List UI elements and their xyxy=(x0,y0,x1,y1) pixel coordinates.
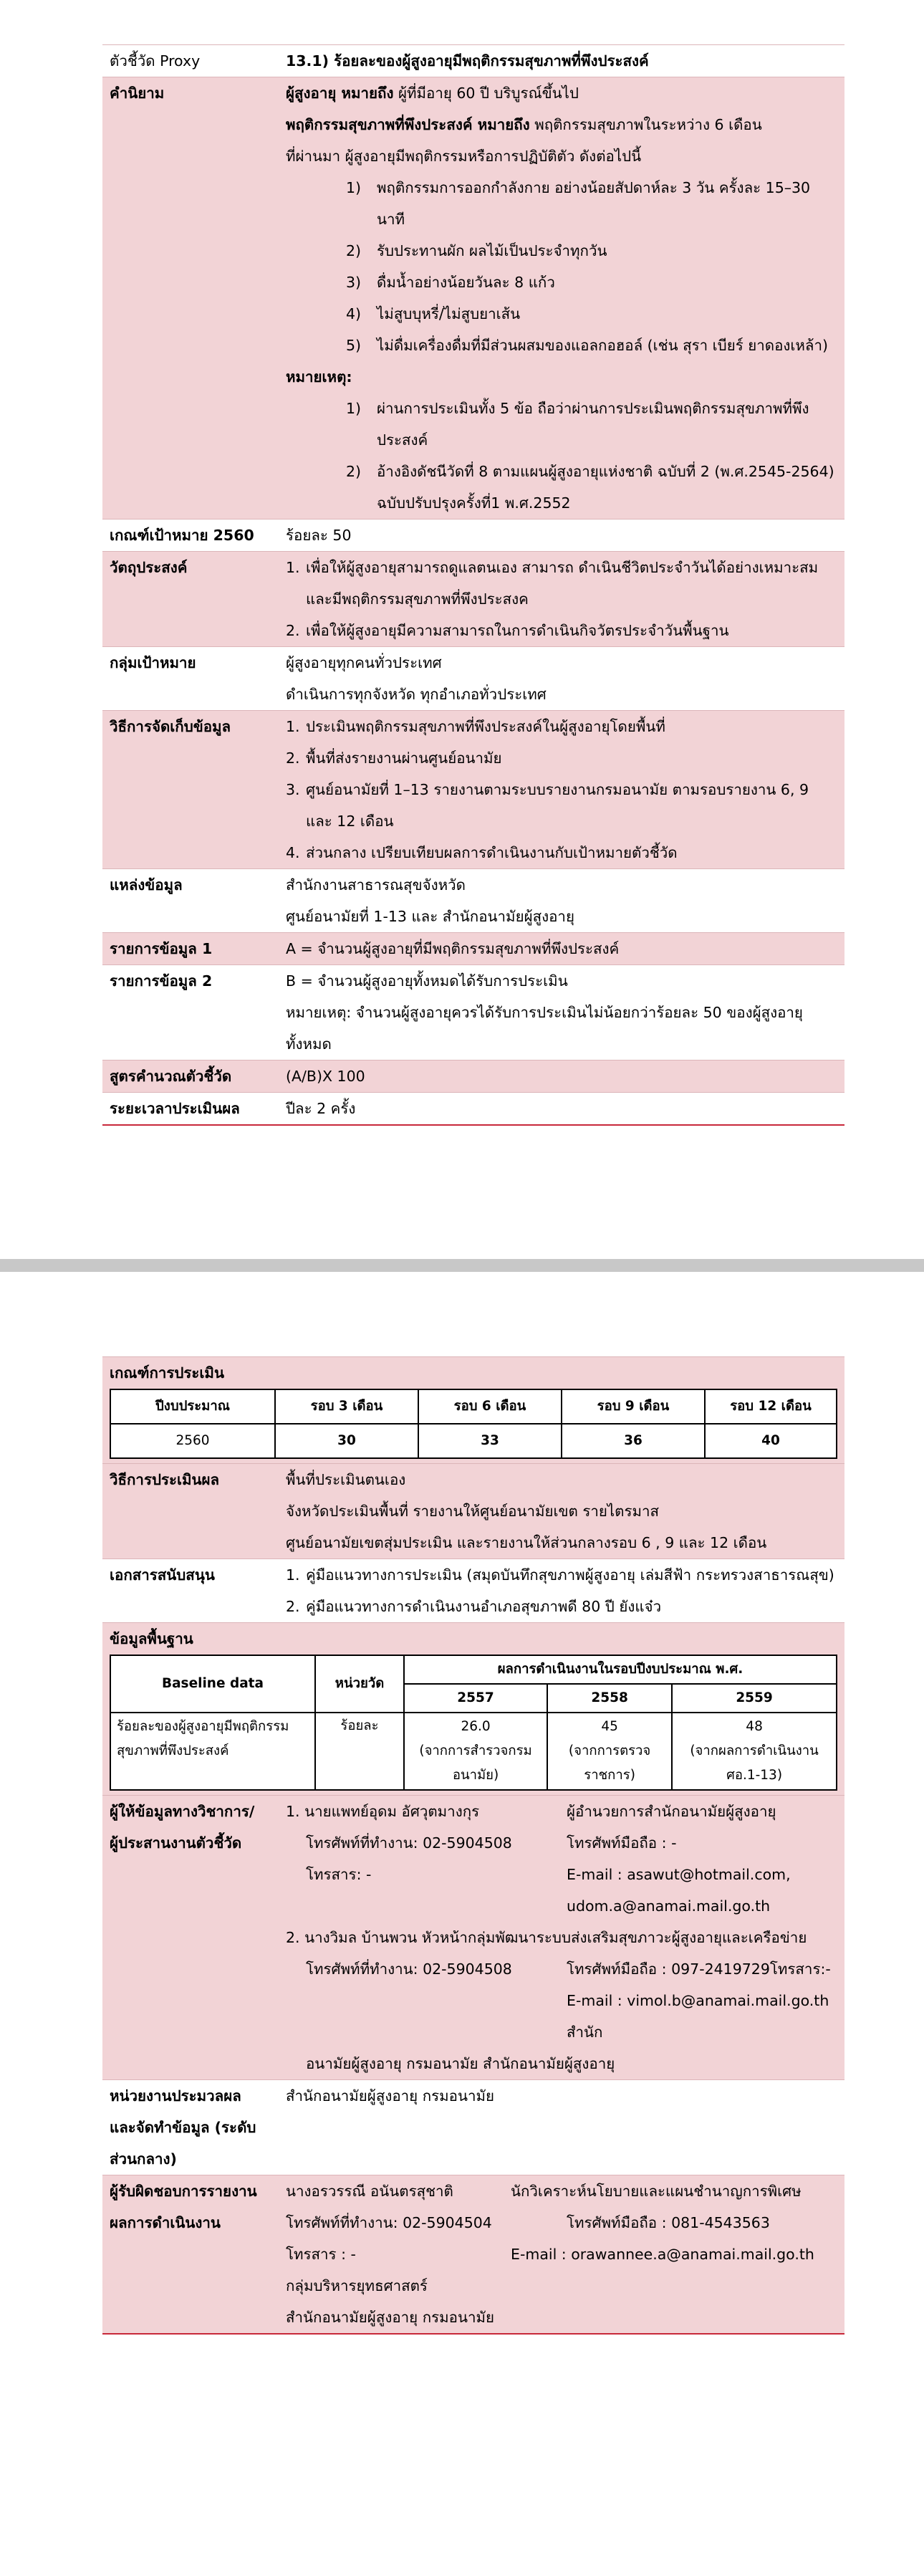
coordinator-label-line: ผู้ประสานงานตัวชี้วัด xyxy=(110,1834,242,1852)
contact-2-mobile: โทรศัพท์มือถือ : 097-2419729โทรสาร:- xyxy=(567,1960,831,1978)
data-source-row xyxy=(102,868,844,932)
baseline-value-source: (จากการตรวจราชการ) xyxy=(568,1743,651,1783)
definition-item-text: รับประทานผัก ผลไม้เป็นประจำทุกวัน xyxy=(377,242,607,259)
baseline-value: 26.0 xyxy=(461,1719,491,1734)
definition-label: คำนิยาม xyxy=(110,85,165,102)
definition-item xyxy=(286,298,839,330)
contact-1-fax: โทรสาร: - xyxy=(306,1866,372,1883)
contact-line xyxy=(286,1796,839,1827)
definition-note xyxy=(286,456,839,519)
collection-method-text: ศูนย์อนามัยที่ 1–13 รายงานตามระบบรายงานกรมอนามัย ตามรอบรายงาน 6, 9 และ 12 เดือน xyxy=(306,781,809,830)
target-value: ร้อยละ 50 xyxy=(286,527,352,544)
reporter-label-line: ผลการดำเนินงาน xyxy=(110,2214,221,2231)
baseline-value-source: (จากผลการดำเนินงาน ศอ.1-13) xyxy=(690,1743,819,1783)
contact-line xyxy=(286,1953,839,1985)
reporter-group: กลุ่มบริหารยุทธศาสตร์ xyxy=(286,2277,428,2294)
period-row xyxy=(102,1092,844,1126)
reporter-label xyxy=(102,2175,286,2333)
objective-item-number: 1. xyxy=(286,559,300,576)
definition-item-number: 1) xyxy=(345,179,361,196)
collection-method-item xyxy=(286,774,839,837)
definition-item-text: ไม่ดื่มเครื่องดื่มที่มีส่วนผสมของแอลกอฮอล์ (เช่น สุรา เบียร์ ยาดองเหล้า) xyxy=(377,337,828,354)
supporting-doc-number: 2. xyxy=(286,1598,300,1615)
criteria-header-cell: รอบ 12 เดือน xyxy=(705,1389,837,1424)
criteria-header-cell: ปีงบประมาณ xyxy=(110,1389,275,1424)
contact-line xyxy=(286,1890,839,1922)
definition-note xyxy=(286,393,839,456)
reporter-name: นางอรวรรณี อนันตรสุชาติ xyxy=(286,2183,453,2200)
collection-method-label: วิธีการจัดเก็บข้อมูล xyxy=(110,718,231,735)
supporting-docs-label: เอกสารสนับสนุน xyxy=(110,1566,215,1584)
formula-row xyxy=(102,1060,844,1092)
reporter-email: E-mail : orawannee.a@anamai.mail.go.th xyxy=(511,2246,814,2263)
baseline-header-row xyxy=(110,1655,837,1684)
data-item-1-row xyxy=(102,932,844,964)
data-item-1-label: รายการข้อมูล 1 xyxy=(110,940,213,957)
target-group-label: กลุ่มเป้าหมาย xyxy=(110,654,196,671)
data-item-2-label: รายการข้อมูล 2 xyxy=(110,972,213,990)
baseline-section xyxy=(102,1622,844,1795)
processing-unit-label xyxy=(102,2080,286,2175)
coordinator-label xyxy=(102,1796,286,2079)
definition-term-elderly: ผู้สูงอายุ หมายถึง xyxy=(286,85,394,102)
data-source-content xyxy=(286,869,844,932)
collection-method-row xyxy=(102,710,844,868)
objective-item-number: 2. xyxy=(286,622,300,639)
reporter-line xyxy=(286,2207,839,2239)
criteria-header-cell: รอบ 3 เดือน xyxy=(275,1389,418,1424)
formula-value: (A/B)X 100 xyxy=(286,1068,365,1085)
contact-1-email-alt: udom.a@anamai.mail.go.th xyxy=(567,1897,771,1915)
contact-2-phone: โทรศัพท์ที่ทำงาน: 02-5904508 xyxy=(306,1960,512,1978)
collection-method-text: ประเมินพฤติกรรมสุขภาพที่พึงประสงค์ในผู้สูงอายุโดยพื้นที่ xyxy=(306,718,665,735)
objective-item xyxy=(286,552,839,615)
supporting-docs-content xyxy=(286,1559,844,1622)
criteria-value-cell: 30 xyxy=(275,1424,418,1458)
supporting-docs-row xyxy=(102,1558,844,1622)
collection-method-number: 4. xyxy=(286,844,300,861)
contact-2-email: E-mail : vimol.b@anamai.mail.go.th สำนัก xyxy=(567,1992,829,2041)
baseline-value-cell xyxy=(672,1713,837,1790)
definition-term-behavior: พฤติกรรมสุขภาพที่พึงประสงค์ หมายถึง xyxy=(286,116,530,133)
indicator-table-page-2 xyxy=(102,1356,844,2335)
period-value: ปีละ 2 ครั้ง xyxy=(286,1100,356,1117)
reporter-row xyxy=(102,2175,844,2335)
data-source-line: สำนักงานสาธารณสุขจังหวัด xyxy=(286,876,466,894)
criteria-table xyxy=(110,1389,837,1459)
objective-content xyxy=(286,552,844,646)
criteria-value-cell: 2560 xyxy=(110,1424,275,1458)
formula-label: สูตรคำนวณตัวชี้วัด xyxy=(110,1068,232,1085)
criteria-value-cell: 40 xyxy=(705,1424,837,1458)
collection-method-number: 3. xyxy=(286,781,300,798)
baseline-year-cell: 2558 xyxy=(547,1684,672,1713)
evaluation-method-label: วิธีการประเมินผล xyxy=(110,1471,220,1488)
reporter-phone: โทรศัพท์ที่ทำงาน: 02-5904504 xyxy=(286,2214,492,2231)
processing-unit-label-line: หน่วยงานประมวลผล xyxy=(110,2087,241,2105)
reporter-organization: สำนักอนามัยผู้สูงอายุ กรมอนามัย xyxy=(286,2309,494,2326)
contact-1-position: ผู้อำนวยการสำนักอนามัยผู้สูงอายุ xyxy=(567,1803,776,1820)
definition-note-number: 2) xyxy=(345,463,361,480)
definition-content xyxy=(286,77,844,519)
data-source-line: ศูนย์อนามัยที่ 1-13 และ สำนักอนามัยผู้สูงอายุ xyxy=(286,908,574,925)
reporter-position: นักวิเคราะห์นโยบายและแผนชำนาญการพิเศษ xyxy=(511,2183,802,2200)
definition-note-text: อ้างอิงดัชนีวัดที่ 8 ตามแผนผู้สูงอายุแห่งชาติ ฉบับที่ 2 (พ.ศ.2545-2564) ฉบับปรับปรุงครั้งที่1 พ.ศ.2552 xyxy=(377,463,834,512)
definition-item-number: 5) xyxy=(345,337,361,354)
baseline-year-cell: 2559 xyxy=(672,1684,837,1713)
indicator-header-row xyxy=(102,44,844,77)
collection-method-text: พื้นที่ส่งรายงานผ่านศูนย์อนามัย xyxy=(306,750,502,767)
definition-item xyxy=(286,330,839,361)
reporter-mobile: โทรศัพท์มือถือ : 081-4543563 xyxy=(567,2214,770,2231)
collection-method-text: ส่วนกลาง เปรียบเทียบผลการดำเนินงานกับเป้าหมายตัวชี้วัด xyxy=(306,844,678,861)
evaluation-method-line: จังหวัดประเมินพื้นที่ รายงานให้ศูนย์อนามัยเขต รายไตรมาส xyxy=(286,1503,660,1520)
evaluation-method-line: พื้นที่ประเมินตนเอง xyxy=(286,1471,406,1488)
data-item-2-note: หมายเหตุ: จำนวนผู้สูงอายุควรได้รับการประเมินไม่น้อยกว่าร้อยละ 50 ของผู้สูงอายุทั้งหมด xyxy=(286,1004,803,1053)
definition-item-number: 2) xyxy=(345,242,361,259)
data-item-2-row xyxy=(102,964,844,1060)
page-gap xyxy=(0,1259,924,1272)
evaluation-method-row xyxy=(102,1463,844,1558)
contact-line xyxy=(286,1859,839,1890)
coordinator-label-line: ผู้ให้ข้อมูลทางวิชาการ/ xyxy=(110,1803,255,1820)
reporter-content xyxy=(286,2175,844,2333)
collection-method-item xyxy=(286,837,839,868)
criteria-value-row xyxy=(110,1424,837,1458)
supporting-doc-text: คู่มือแนวทางการดำเนินงานอำเภอสุขภาพดี 80 ปี ยังแจ๋ว xyxy=(306,1598,662,1615)
criteria-label: เกณฑ์การประเมิน xyxy=(110,1364,224,1382)
criteria-header-cell: รอบ 9 เดือน xyxy=(562,1389,705,1424)
processing-unit-row xyxy=(102,2079,844,2175)
definition-item xyxy=(286,267,839,298)
contact-line xyxy=(286,1827,839,1859)
definition-line-behavior xyxy=(286,109,839,140)
supporting-doc-number: 1. xyxy=(286,1566,300,1584)
definition-note-label: หมายเหตุ: xyxy=(286,368,352,386)
baseline-header-data: Baseline data xyxy=(110,1655,315,1713)
definition-item xyxy=(286,172,839,235)
evaluation-method-content xyxy=(286,1464,844,1558)
supporting-doc-text: คู่มือแนวทางการประเมิน (สมุดบันทึกสุขภาพผู้สูงอายุ เล่มสีฟ้า กระทรวงสาธารณสุข) xyxy=(306,1566,834,1584)
data-item-2-content xyxy=(286,965,844,1060)
target-row xyxy=(102,519,844,551)
processing-unit-value: สำนักอนามัยผู้สูงอายุ กรมอนามัย xyxy=(286,2087,494,2105)
baseline-value: 48 xyxy=(746,1719,763,1734)
processing-unit-label-line: ส่วนกลาง) xyxy=(110,2150,177,2168)
baseline-header-result: ผลการดำเนินงานในรอบปีงบประมาณ พ.ศ. xyxy=(404,1655,837,1684)
baseline-row-label: ร้อยละของผู้สูงอายุมีพฤติกรรมสุขภาพที่พึงประสงค์ xyxy=(110,1713,315,1790)
evaluation-method-line: ศูนย์อนามัยเขตสุ่มประเมิน และรายงานให้ส่วนกลางรอบ 6 , 9 และ 12 เดือน xyxy=(286,1534,767,1551)
objective-item xyxy=(286,615,839,646)
definition-row xyxy=(102,77,844,519)
target-label: เกณฑ์เป้าหมาย 2560 xyxy=(110,527,254,544)
definition-note-number: 1) xyxy=(345,400,361,417)
definition-item-text: ไม่สูบบุหรี่/ไม่สูบยาเส้น xyxy=(377,305,521,322)
processing-unit-label-line: และจัดทำข้อมูล (ระดับ xyxy=(110,2119,256,2136)
definition-item-text: ดื่มน้ำอย่างน้อยวันละ 8 แก้ว xyxy=(377,274,555,291)
definition-line-elderly xyxy=(286,77,839,109)
baseline-row-unit: ร้อยละ xyxy=(315,1713,404,1790)
criteria-value-cell: 33 xyxy=(418,1424,562,1458)
definition-item xyxy=(286,235,839,267)
definition-line-intro: ที่ผ่านมา ผู้สูงอายุมีพฤติกรรมหรือการปฏิบัติตัว ดังต่อไปนี้ xyxy=(286,148,642,165)
criteria-value-cell: 36 xyxy=(562,1424,705,1458)
target-group-content xyxy=(286,647,844,710)
period-label: ระยะเวลาประเมินผล xyxy=(110,1100,240,1117)
collection-method-item xyxy=(286,711,839,742)
baseline-value-row xyxy=(110,1713,837,1790)
target-group-line: ผู้สูงอายุทุกคนทั่วประเทศ xyxy=(286,654,442,671)
data-item-2-line: B = จำนวนผู้สูงอายุทั้งหมดได้รับการประเมิน xyxy=(286,972,568,990)
baseline-year-cell: 2557 xyxy=(404,1684,547,1713)
definition-item-text: พฤติกรรมการออกกำลังกาย อย่างน้อยสัปดาห์ละ 3 วัน ครั้งละ 15–30 นาที xyxy=(377,179,811,228)
collection-method-content xyxy=(286,711,844,868)
coordinator-content xyxy=(286,1796,844,2079)
criteria-section xyxy=(102,1356,844,1463)
proxy-label: ตัวชี้วัด Proxy xyxy=(110,52,201,70)
criteria-header-cell: รอบ 6 เดือน xyxy=(418,1389,562,1424)
objective-item-text: เพื่อให้ผู้สูงอายุสามารถดูแลตนเอง สามารถ ดำเนินชีวิตประจำวันได้อย่างเหมาะสม และมีพฤติกรรมสุขภาพที่พึงประสงค xyxy=(306,559,819,608)
reporter-line xyxy=(286,2175,839,2207)
collection-method-number: 1. xyxy=(286,718,300,735)
baseline-label: ข้อมูลพื้นฐาน xyxy=(110,1630,193,1647)
coordinator-row xyxy=(102,1795,844,2079)
contact-2-organization: อนามัยผู้สูงอายุ กรมอนามัย สำนักอนามัยผู้สูงอายุ xyxy=(306,2055,615,2072)
objective-item-text: เพื่อให้ผู้สูงอายุมีความสามารถในการดำเนินกิจวัตรประจำวันพื้นฐาน xyxy=(306,622,729,639)
supporting-doc-item xyxy=(286,1591,839,1622)
target-group-row xyxy=(102,646,844,710)
definition-item-number: 4) xyxy=(345,305,361,322)
contact-2-name: 2. นางวิมล บ้านพวน หัวหน้ากลุ่มพัฒนาระบบส่งเสริมสุขภาวะผู้สูงอายุและเครือข่าย xyxy=(286,1929,807,1946)
reporter-label-line: ผู้รับผิดชอบการรายงาน xyxy=(110,2183,257,2200)
definition-item-number: 3) xyxy=(345,274,361,291)
criteria-header-row xyxy=(110,1389,837,1424)
data-item-1-value: A = จำนวนผู้สูงอายุที่มีพฤติกรรมสุขภาพที่พึงประสงค์ xyxy=(286,940,620,957)
supporting-doc-item xyxy=(286,1559,839,1591)
baseline-table xyxy=(110,1655,837,1791)
baseline-header-unit: หน่วยวัด xyxy=(315,1655,404,1713)
baseline-value-cell xyxy=(404,1713,547,1790)
baseline-value: 45 xyxy=(601,1719,618,1734)
collection-method-item xyxy=(286,742,839,774)
collection-method-number: 2. xyxy=(286,750,300,767)
indicator-title: 13.1) ร้อยละของผู้สูงอายุมีพฤติกรรมสุขภาพที่พึงประสงค์ xyxy=(286,52,649,70)
definition-note-text: ผ่านการประเมินทั้ง 5 ข้อ ถือว่าผ่านการประเมินพฤติกรรมสุขภาพที่พึงประสงค์ xyxy=(377,400,809,449)
contact-1-phone: โทรศัพท์ที่ทำงาน: 02-5904508 xyxy=(306,1834,512,1852)
baseline-value-cell xyxy=(547,1713,672,1790)
contact-1-email: E-mail : asawut@hotmail.com, xyxy=(567,1866,791,1883)
indicator-table-page-1 xyxy=(102,44,844,1126)
objective-row xyxy=(102,551,844,646)
definition-text-behavior: พฤติกรรมสุขภาพในระหว่าง 6 เดือน xyxy=(529,116,762,133)
document-page-2 xyxy=(0,1272,924,2576)
definition-text-elderly: ผู้ที่มีอายุ 60 ปี บริบูรณ์ขึ้นไป xyxy=(393,85,579,102)
objective-label: วัตถุประสงค์ xyxy=(110,559,188,576)
data-source-label: แหล่งข้อมูล xyxy=(110,876,183,894)
target-group-line: ดำเนินการทุกจังหวัด ทุกอำเภอทั่วประเทศ xyxy=(286,686,547,703)
document-page-1 xyxy=(0,0,924,1259)
reporter-fax: โทรสาร : - xyxy=(286,2246,356,2263)
baseline-value-source: (จากการสำรวจกรมอนามัย) xyxy=(419,1743,532,1783)
reporter-line xyxy=(286,2239,839,2270)
contact-1-name: 1. นายแพทย์อุดม อัศวุตมางกุร xyxy=(286,1803,480,1820)
contact-1-mobile: โทรศัพท์มือถือ : - xyxy=(567,1834,677,1852)
